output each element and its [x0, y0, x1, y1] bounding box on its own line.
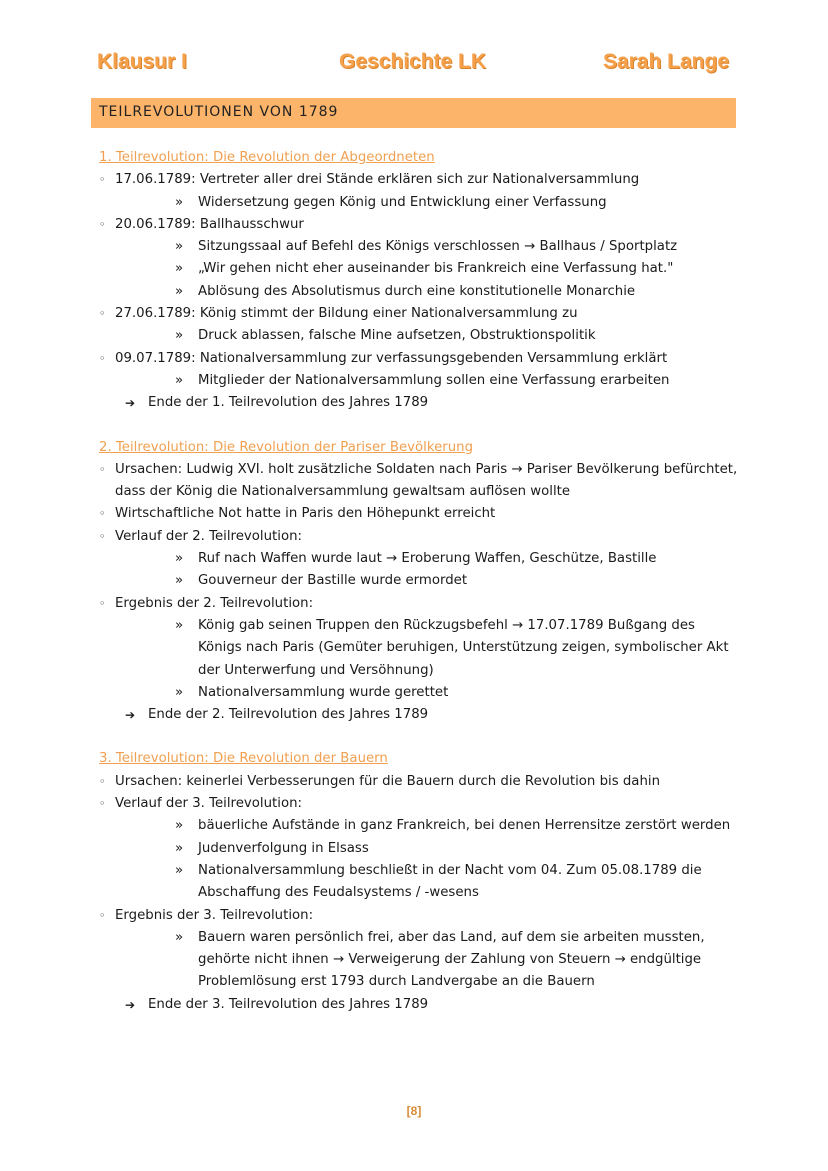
bullet-item: ◦ 27.06.1789: König stimmt der Bildung einer Nationalversammlung zu — [99, 303, 739, 325]
sub-bullet-item: » Judenverfolgung in Elsass — [99, 838, 739, 860]
document-body — [99, 147, 739, 1016]
sub-bullet-item: » Ruf nach Waffen wurde laut → Eroberung Waffen, Geschütze, Bastille — [99, 548, 739, 570]
bullet-item: ◦ 17.06.1789: Vertreter aller drei Stände erklären sich zur Nationalversammlung — [99, 169, 739, 191]
bullet-item: ◦ Verlauf der 3. Teilrevolution: — [99, 793, 739, 815]
sub-bullet-item: » Nationalversammlung beschließt in der Nacht vom 04. Zum 05.08.1789 die — [99, 860, 739, 882]
sub-bullet-item: » Druck ablassen, falsche Mine aufsetzen, Obstruktionspolitik — [99, 325, 739, 347]
page-number: [8] — [406, 1104, 422, 1118]
header-subject: Geschichte LK — [339, 50, 487, 73]
sub-bullet-item: » Ablösung des Absolutismus durch eine konstitutionelle Monarchie — [99, 281, 739, 303]
bullet-item: ◦ Verlauf der 2. Teilrevolution: — [99, 526, 739, 548]
section-title: 3. Teilrevolution: Die Revolution der Bauern — [99, 751, 388, 767]
sub-bullet-item: » Gouverneur der Bastille wurde ermordet — [99, 570, 739, 592]
sub-bullet-continuation: Problemlösung erst 1793 durch Landvergabe an die Bauern — [198, 974, 595, 990]
sub-bullet-item: » Nationalversammlung wurde gerettet — [99, 682, 739, 704]
conclusion-line: ➔ Ende der 2. Teilrevolution des Jahres 1789 — [99, 704, 739, 726]
section-title: 1. Teilrevolution: Die Revolution der Abgeordneten — [99, 150, 435, 165]
bullet-item: ◦ Ursachen: Ludwig XVI. holt zusätzliche Soldaten nach Paris → Pariser Bevölkerung befürchtet, — [99, 459, 739, 481]
sub-bullet-item: » Widersetzung gegen König und Entwicklung einer Verfassung — [99, 192, 739, 214]
banner-title: TEILREVOLUTIONEN VON 1789 — [99, 104, 339, 120]
sub-bullet-item: » Sitzungssaal auf Befehl des Königs verschlossen → Ballhaus / Sportplatz — [99, 236, 739, 258]
sub-bullet-continuation: gehörte nicht ihnen → Verweigerung der Zahlung von Steuern → endgültige — [198, 952, 702, 968]
section-title: 2. Teilrevolution: Die Revolution der Pariser Bevölkerung — [99, 439, 474, 455]
bullet-item: ◦ Wirtschaftliche Not hatte in Paris den Höhepunkt erreicht — [99, 503, 739, 525]
sub-bullet-item: » „Wir gehen nicht eher auseinander bis Frankreich eine Verfassung hat." — [99, 258, 739, 280]
bullet-item: ◦ Ursachen: keinerlei Verbesserungen für die Bauern durch die Revolution bis dahin — [99, 771, 739, 793]
bullet-item: ◦ Ergebnis der 2. Teilrevolution: — [99, 593, 739, 615]
bullet-item: ◦ Ergebnis der 3. Teilrevolution: — [99, 905, 739, 927]
bullet-item: ◦ 09.07.1789: Nationalversammlung zur verfassungsgebenden Versammlung erklärt — [99, 348, 739, 370]
sub-bullet-item: » Mitglieder der Nationalversammlung sollen eine Verfassung erarbeiten — [99, 370, 739, 392]
bullet-item: ◦ 20.06.1789: Ballhausschwur — [99, 214, 739, 236]
header-course: Klausur I — [97, 50, 187, 73]
conclusion-line: ➔ Ende der 3. Teilrevolution des Jahres 1789 — [99, 994, 739, 1016]
sub-bullet-item: » König gab seinen Truppen den Rückzugsbefehl → 17.07.1789 Bußgang des — [99, 615, 739, 637]
section-banner — [91, 98, 736, 128]
page-header — [97, 50, 729, 78]
sub-bullet-item: » bäuerliche Aufstände in ganz Frankreich, bei denen Herrensitze zerstört werden — [99, 815, 739, 837]
bullet-continuation: dass der König die Nationalversammlung gewaltsam auflösen wollte — [115, 484, 571, 500]
sub-bullet-continuation: Königs nach Paris (Gemüter beruhigen, Unterstützung zeigen, symbolischer Akt — [198, 640, 729, 656]
sub-bullet-continuation: der Unterwerfung und Versöhnung) — [198, 662, 434, 678]
conclusion-line: ➔ Ende der 1. Teilrevolution des Jahres 1789 — [99, 392, 739, 414]
header-author: Sarah Lange — [602, 50, 729, 73]
sub-bullet-item: » Bauern waren persönlich frei, aber das Land, auf dem sie arbeiten mussten, — [99, 927, 739, 949]
sub-bullet-continuation: Abschaffung des Feudalsystems / -wesens — [198, 885, 479, 901]
